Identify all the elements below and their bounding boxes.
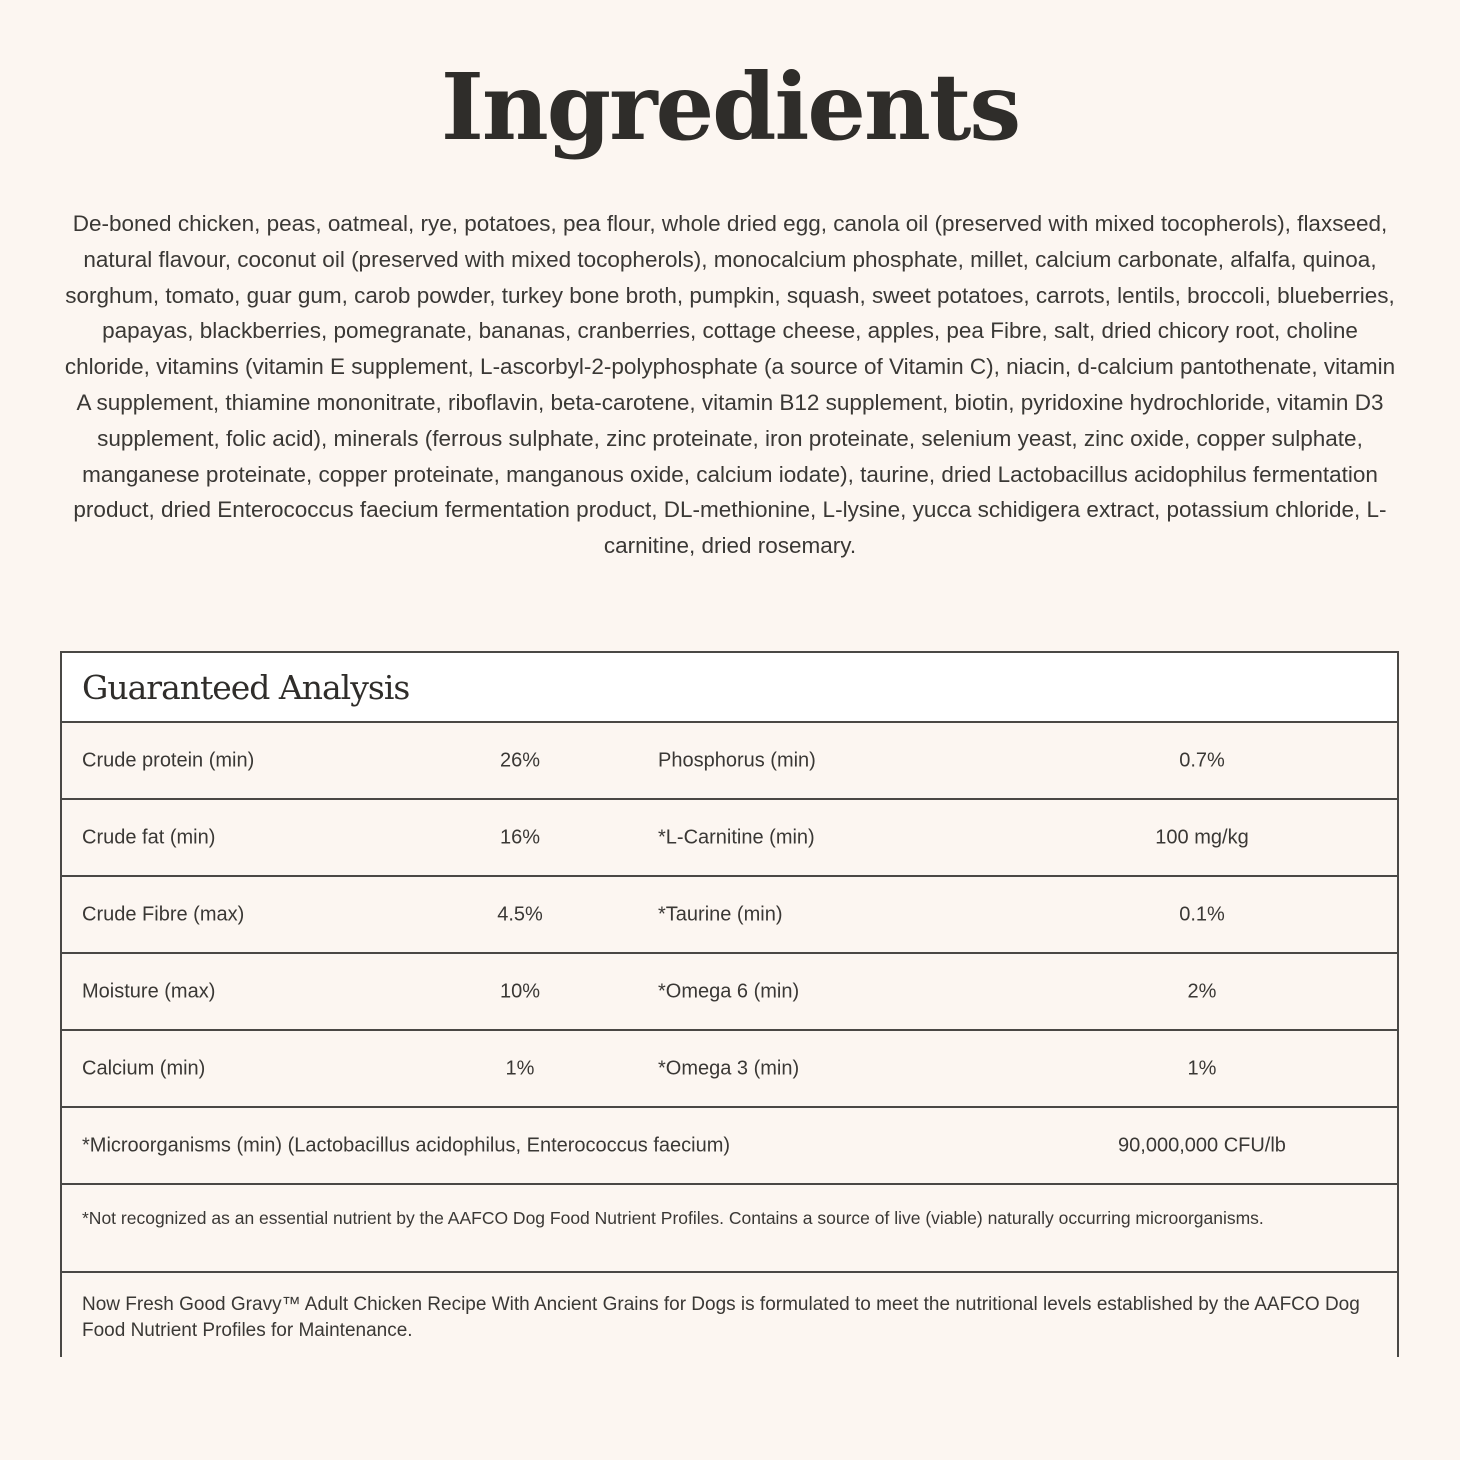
analysis-row-2 [62,800,1397,877]
nutrient-value: 0.1% [1179,903,1225,925]
nutrient-value: 1% [505,1057,535,1079]
nutrient-label: *Omega 3 (min) [658,1057,800,1079]
analysis-heading: Guaranteed Analysis [82,667,410,707]
nutrient-label: *Omega 6 (min) [658,980,800,1002]
nutrient-value: 26% [499,749,541,771]
nutrient-value: 100 mg/kg [1155,826,1249,848]
nutrient-label: *L-Carnitine (min) [658,826,815,848]
nutrient-label: *Microorganisms (min) (Lactobacillus acidophilus, Enterococcus faecium) [82,1134,731,1156]
nutrient-value: 2% [1187,980,1217,1002]
analysis-header [62,653,1397,723]
nutrient-value: 1% [1187,1057,1217,1079]
nutrient-value: 16% [499,826,541,848]
nutrient-value: 0.7% [1179,749,1225,771]
analysis-footnote: *Not recognized as an essential nutrient by the AAFCO Dog Food Nutrient Profiles. Contains a source of live (viable) naturally occurring microorganisms. [62,1185,1397,1273]
nutrient-value: 4.5% [497,903,543,925]
nutrient-value: 10% [499,980,541,1002]
analysis-row-4 [62,954,1397,1031]
ingredients-list: De-boned chicken, peas, oatmeal, rye, potatoes, pea flour, whole dried egg, canola oil (preserved with mixed tocopherols), flaxseed, natural flavour, coconut oil (preserved with mixed tocopherols), monocalcium phosphate, millet, calcium carbonate, alfalfa, quinoa, sorghum, tomato, guar gum, carob powder, turkey bone broth, pumpkin, squash, sweet potatoes, carrots, lentils, broccoli, blueberries, papayas, blackberries, pomegranate, bananas, cranberries, cottage cheese, apples, pea Fibre, salt, dried chicory root, choline chloride, vitamins (vitamin E supplement, L-ascorbyl-2-polyphosphate (a source of Vitamin C), niacin, d-calcium pantothenate, vitamin A supplement, thiamine mononitrate, riboflavin, beta-carotene, vitamin B12 supplement, biotin, pyridoxine hydrochloride, vitamin D3 supplement, folic acid), minerals (ferrous sulphate, zinc proteinate, iron proteinate, selenium yeast, zinc oxide, copper sulphate, manganese proteinate, copper proteinate, manganous oxide, calcium iodate), taurine, dried Lactobacillus acidophilus fermentation product, dried Enterococcus faecium fermentation product, DL-methionine, L-lysine, yucca schidigera extract, potassium chloride, L-carnitine, dried rosemary. [64,211,1396,559]
nutrient-label: Crude Fibre (max) [82,903,245,925]
nutrient-value: 90,000,000 CFU/lb [1118,1134,1286,1156]
analysis-row-microorganisms [62,1108,1397,1185]
aafco-statement: Now Fresh Good Gravy™ Adult Chicken Recipe With Ancient Grains for Dogs is formulated to meet the nutritional levels established by the AAFCO Dog Food Nutrient Profiles for Maintenance. [62,1273,1397,1359]
nutrient-label: Crude protein (min) [82,749,255,771]
page-title: Ingredients [440,53,1020,161]
nutrient-label: Calcium (min) [82,1057,206,1079]
nutrient-label: Phosphorus (min) [658,749,816,771]
nutrient-label: Crude fat (min) [82,826,216,848]
nutrient-label: *Taurine (min) [658,903,783,925]
analysis-row-3 [62,877,1397,954]
analysis-row-1 [62,723,1397,800]
nutrient-label: Moisture (max) [82,980,216,1002]
guaranteed-analysis-table [60,651,1399,1357]
analysis-row-5 [62,1031,1397,1108]
